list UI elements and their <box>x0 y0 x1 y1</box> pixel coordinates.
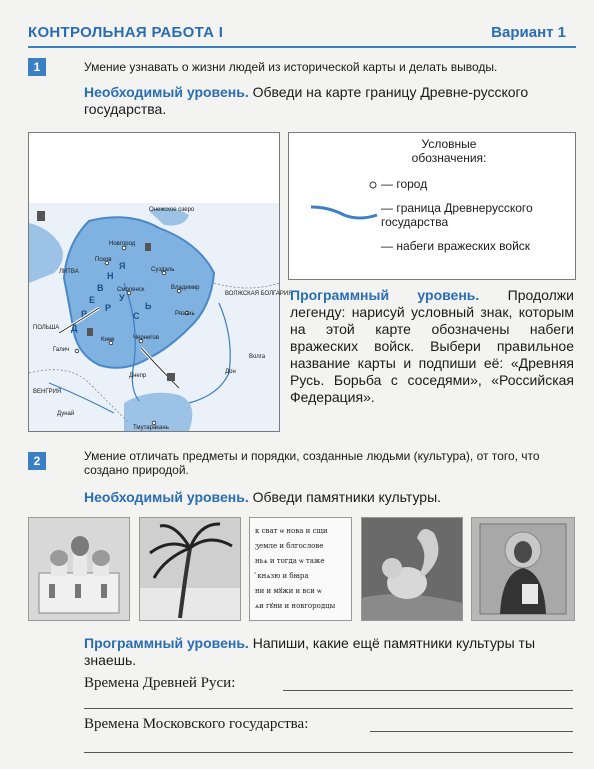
program-task-text: Продолжи легенду: нарисуй условный знак, которым на этой карте обозначены набеги вражеских войск. Выбери правильное название карты и подпиши её: «Древняя Русь. Борьба с соседями», «Российская Федерация». <box>290 287 574 405</box>
raid-symbol-slot[interactable] <box>309 237 375 253</box>
task-1-skill: Умение узнавать о жизни людей из исторической карты и делать выводы. <box>84 60 498 74</box>
state-letter: Д <box>71 323 78 333</box>
legend-city-label: — город <box>381 177 428 191</box>
answer-line-2[interactable] <box>84 708 573 709</box>
map-svg <box>29 133 293 431</box>
answer-line-4[interactable] <box>84 752 573 753</box>
squirrel-photo[interactable] <box>361 517 463 621</box>
script-line: ѧи гꙋни и новгородцы <box>255 602 336 610</box>
cathedral-photo[interactable] <box>28 517 130 621</box>
required-task-text: Обведи на карте границу Древне-русского государства. <box>84 84 529 117</box>
historical-map[interactable] <box>28 132 293 432</box>
task-2-required <box>84 489 574 506</box>
answer-line-1[interactable] <box>283 690 573 691</box>
map-legend[interactable] <box>288 132 576 280</box>
map-label-onega: Онежское озеро <box>149 207 195 213</box>
icon-painting-photo[interactable] <box>471 517 575 621</box>
task-2-program <box>84 635 574 669</box>
variant-label: Вариант 1 <box>491 24 566 41</box>
border-line-icon <box>309 203 379 223</box>
task-2-number: 2 <box>28 452 46 470</box>
map-label-galich: Галич <box>53 347 70 353</box>
map-label-kiev: Киев <box>101 337 115 343</box>
map-label-dnepr: Днепр <box>129 373 147 379</box>
line-label-moscow-state: Времена Московского государства: <box>84 716 309 732</box>
script-line: ньѧ и тогда ѡ таже <box>255 557 325 565</box>
answer-line-3[interactable] <box>370 731 573 732</box>
required-task-text-2: Обведи памятники культуры. <box>252 489 442 505</box>
map-label-vladimir: Владимир <box>171 285 200 291</box>
map-label-pskov: Псков <box>95 257 112 263</box>
map-label-smolensk: Смоленск <box>117 287 145 293</box>
state-letter: У <box>119 293 125 303</box>
map-label-novgorod: Новгород <box>109 241 136 247</box>
state-letter: Ь <box>145 301 152 311</box>
state-letter: С <box>133 311 140 321</box>
map-label-ryazan: Рязань <box>175 311 195 317</box>
program-level-label-2: Программный уровень. <box>84 635 249 651</box>
state-letter: Р <box>81 309 88 319</box>
script-line: ⷶ кнѧзю и бꙗра <box>255 572 309 580</box>
task-1-number: 1 <box>28 58 46 76</box>
header-divider <box>28 46 576 48</box>
script-line: к сват ѡ нова и сщи <box>255 527 328 535</box>
legend-raid-label: — набеги вражеских войск <box>381 239 531 253</box>
line-label-ancient-rus: Времена Древней Руси: <box>84 675 236 691</box>
old-script-photo[interactable] <box>249 517 352 621</box>
required-level-label: Необходимый уровень. <box>84 84 249 100</box>
map-label-litva: ЛИТВА <box>59 269 79 275</box>
state-letter: Н <box>107 271 114 281</box>
page-title: КОНТРОЛЬНАЯ РАБОТА I <box>28 24 224 41</box>
map-label-dunay: Дунай <box>57 411 75 417</box>
legend-border-label: — граница Древнерусского государства <box>381 201 533 229</box>
state-letter: Я <box>119 261 126 271</box>
task-1-program <box>290 287 574 406</box>
map-label-tmutarakan: Тмутаракань <box>133 425 169 431</box>
map-label-don: Дон <box>225 369 236 375</box>
task-1-required <box>84 84 574 118</box>
state-letter: В <box>97 283 104 293</box>
map-label-vengria: ВЕНГРИЯ <box>33 389 62 395</box>
map-label-bulgaria: ВОЛЖСКАЯ БОЛГАРИЯ <box>225 291 293 297</box>
palm-tree-photo[interactable] <box>139 517 241 621</box>
state-letter: Р <box>105 303 112 313</box>
map-label-polsha: ПОЛЬША <box>33 325 60 331</box>
city-circle-icon <box>367 178 379 190</box>
task-2-skill: Умение отличать предметы и порядки, созданные людьми (культура), от того, что создано природой. <box>84 449 540 477</box>
map-label-volga: Волга <box>249 354 266 360</box>
map-label-chernigov: Чернигов <box>133 335 159 341</box>
program-task-text-2: Напиши, какие ещё памятники культуры ты знаешь. <box>84 635 536 668</box>
program-level-label: Программный уровень. <box>290 287 480 303</box>
script-line: ни и мꙋжи и вси ѡ <box>255 587 322 595</box>
legend-title: Условные обозначения: <box>411 137 487 165</box>
required-level-label-2: Необходимый уровень. <box>84 489 249 505</box>
map-label-suzdal: Суздаль <box>151 267 175 273</box>
state-letter: Е <box>89 295 96 305</box>
page-header <box>28 24 576 48</box>
script-line: ʒемле и блгослове <box>255 542 324 550</box>
